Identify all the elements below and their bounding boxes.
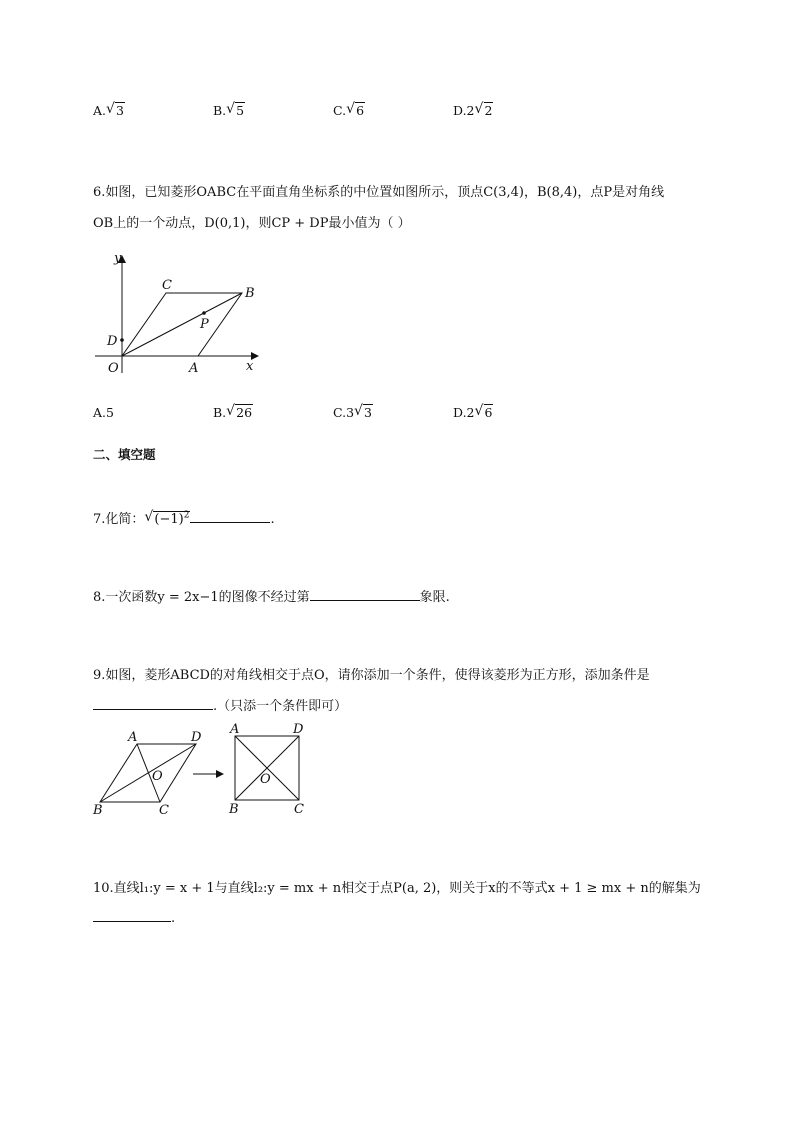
q5-option-b: B. √ 5	[213, 101, 245, 118]
q9-answer-blank[interactable]	[93, 697, 213, 710]
q9-figure	[90, 722, 320, 822]
q7-line: 7.化简： √ $(-1)^2$ .	[93, 508, 275, 527]
right-label-o: O	[260, 772, 271, 787]
q9-text-line2: .（只添一个条件即可）	[93, 695, 347, 714]
q10-answer-blank[interactable]	[93, 909, 171, 922]
q8-answer-blank[interactable]	[310, 588, 420, 601]
q5-option-a: A. √ 3	[93, 101, 124, 118]
section-heading-fill-in: 二、填空题	[93, 447, 156, 462]
right-label-b: B	[229, 802, 239, 817]
left-label-b: B	[93, 803, 103, 818]
label-x: x	[246, 359, 254, 374]
q6-text-line2: OB上的一个动点，D(0,1)，则CP + DP最小值为（ ）	[93, 216, 411, 231]
label-y: y	[114, 251, 122, 266]
q6-text-line1: 6.如图，已知菱形OABC在平面直角坐标系的中位置如图所示，顶点C(3,4)，B(8,4)，点P是对角线	[93, 185, 665, 200]
point-d	[120, 338, 124, 342]
left-label-a: A	[128, 730, 138, 745]
label-o: O	[108, 361, 119, 376]
label-b: B	[245, 286, 255, 301]
diagonal-bd	[100, 744, 196, 802]
q5-option-d: D.2 √ 2	[453, 101, 493, 118]
point-p	[202, 311, 206, 315]
q6-option-c: C.3 √ 3	[333, 403, 372, 420]
q9-text-line1: 9.如图，菱形ABCD的对角线相交于点O，请你添加一个条件，使得该菱形为正方形，添加条件是	[93, 668, 650, 683]
q6-rhombus-figure	[90, 248, 270, 378]
q6-option-a: A.5	[93, 405, 114, 420]
left-label-o: O	[152, 769, 163, 784]
right-label-a: A	[230, 722, 240, 737]
right-label-d: D	[293, 722, 304, 737]
q10-text-line2: .	[93, 909, 175, 926]
q7-answer-blank[interactable]	[190, 510, 270, 523]
label-d: D	[107, 334, 118, 349]
q8-line: 8.一次函数y = 2x−1的图像不经过第 象限.	[93, 590, 450, 605]
label-a: A	[189, 361, 199, 376]
q10-text-line1: 10.直线l₁:y = x + 1与直线l₂:y = mx + n相交于点P(a, 2)，则关于x的不等式x + 1 ≥ mx + n的解集为	[93, 881, 701, 896]
q5-option-c: C. √ 6	[333, 101, 365, 118]
left-label-c: C	[159, 803, 169, 818]
label-c: C	[162, 278, 172, 293]
diagonal-ob	[122, 293, 242, 356]
q6-option-d: D.2 √ 6	[453, 403, 493, 420]
right-label-c: C	[294, 802, 304, 817]
q6-option-b: B. √ 26	[213, 403, 253, 420]
label-p: P	[200, 317, 209, 332]
left-label-d: D	[191, 730, 202, 745]
